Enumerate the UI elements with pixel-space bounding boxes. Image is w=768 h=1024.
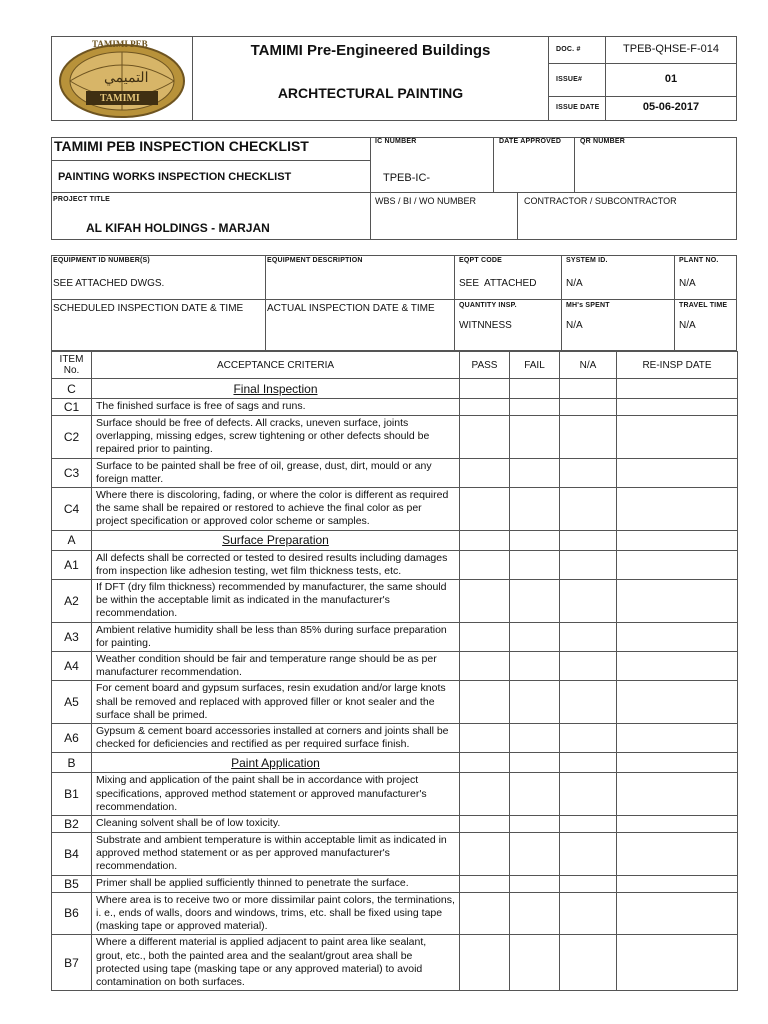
issue-value: 01 <box>664 73 678 85</box>
checklist-subtitle: PAINTING WORKS INSPECTION CHECKLIST <box>58 171 292 183</box>
table-row <box>52 622 738 651</box>
reinsp-date-cell[interactable] <box>617 580 738 623</box>
item-code: C1 <box>52 399 92 416</box>
section-title: Surface Preparation <box>92 530 460 550</box>
section-blank-cell <box>617 379 738 399</box>
acceptance-criteria: Substrate and ambient temperature is within acceptable limit as indicated in approved method statement or as per approved manufacturer's recommendation. <box>92 833 460 876</box>
logo-top-text: TAMIMI PEB <box>92 39 148 49</box>
date-approved-label: DATE APPROVED <box>499 138 562 145</box>
reinsp-date-cell[interactable] <box>617 488 738 531</box>
reinsp-date-cell[interactable] <box>617 681 738 724</box>
section-blank-cell <box>617 753 738 773</box>
table-row <box>52 399 738 416</box>
pass-cell[interactable] <box>460 622 510 651</box>
section-blank-cell <box>460 530 510 550</box>
fail-cell[interactable] <box>510 724 560 753</box>
qr-number-cell <box>574 137 737 193</box>
reinsp-date-cell[interactable] <box>617 724 738 753</box>
pass-cell[interactable] <box>460 399 510 416</box>
eq-id-label: EQUIPMENT ID NUMBER(S) <box>53 257 150 264</box>
mh-value: N/A <box>566 320 583 331</box>
fail-cell[interactable] <box>510 773 560 816</box>
na-cell[interactable] <box>560 622 617 651</box>
na-cell[interactable] <box>560 892 617 935</box>
na-cell[interactable] <box>560 833 617 876</box>
document-title: ARCHTECTURAL PAINTING <box>277 85 464 101</box>
table-header-row <box>52 352 738 379</box>
fail-cell[interactable] <box>510 399 560 416</box>
pass-cell[interactable] <box>460 416 510 459</box>
acceptance-criteria: Ambient relative humidity shall be less than 85% during surface preparation for painting. <box>92 622 460 651</box>
col-item-header: ITEM No. <box>52 352 92 379</box>
section-title: Final Inspection <box>92 379 460 399</box>
col-na-header: N/A <box>560 352 617 379</box>
section-blank-cell <box>510 530 560 550</box>
section-blank-cell <box>560 753 617 773</box>
table-row <box>52 458 738 487</box>
reinsp-date-cell[interactable] <box>617 416 738 459</box>
pass-cell[interactable] <box>460 816 510 833</box>
section-title: Paint Application <box>92 753 460 773</box>
section-blank-cell <box>560 379 617 399</box>
section-blank-cell <box>460 753 510 773</box>
na-cell[interactable] <box>560 488 617 531</box>
fail-cell[interactable] <box>510 416 560 459</box>
na-cell[interactable] <box>560 652 617 681</box>
fail-cell[interactable] <box>510 816 560 833</box>
acceptance-criteria: Cleaning solvent shall be of low toxicity. <box>92 816 460 833</box>
fail-cell[interactable] <box>510 550 560 579</box>
fail-cell[interactable] <box>510 458 560 487</box>
section-row <box>52 753 738 773</box>
qty-value: WITNNESS <box>459 320 512 331</box>
acceptance-criteria: Primer shall be applied sufficiently thinned to penetrate the surface. <box>92 875 460 892</box>
item-code: A3 <box>52 622 92 651</box>
section-row <box>52 530 738 550</box>
acceptance-criteria: Surface to be painted shall be free of oil, grease, dust, dirt, mould or any foreign matter. <box>92 458 460 487</box>
project-title-value: AL KIFAH HOLDINGS - MARJAN <box>86 221 270 235</box>
na-cell[interactable] <box>560 550 617 579</box>
travel-value: N/A <box>679 320 696 331</box>
reinsp-date-cell[interactable] <box>617 875 738 892</box>
section-blank-cell <box>617 530 738 550</box>
doc-no-label: DOC. # <box>556 46 581 53</box>
ic-number-cell <box>370 137 494 193</box>
pass-cell[interactable] <box>460 724 510 753</box>
eqpt-code-label: EQPT CODE <box>459 257 503 264</box>
reinsp-date-cell[interactable] <box>617 550 738 579</box>
item-code: A6 <box>52 724 92 753</box>
table-row <box>52 833 738 876</box>
acceptance-criteria: Weather condition should be fair and temperature range should be as per manufacturer recommendation. <box>92 652 460 681</box>
item-code: C3 <box>52 458 92 487</box>
acceptance-criteria: The finished surface is free of sags and runs. <box>92 399 460 416</box>
qr-number-label: QR NUMBER <box>580 138 625 145</box>
table-row <box>52 935 738 991</box>
pass-cell[interactable] <box>460 875 510 892</box>
contractor-label: CONTRACTOR / SUBCONTRACTOR <box>524 196 677 206</box>
logo-bottom-text: TAMIMI <box>100 93 140 104</box>
checklist-title: TAMIMI PEB INSPECTION CHECKLIST <box>54 138 309 154</box>
reinsp-date-cell[interactable] <box>617 652 738 681</box>
pass-cell[interactable] <box>460 550 510 579</box>
table-row <box>52 580 738 623</box>
item-code: C2 <box>52 416 92 459</box>
item-code: A4 <box>52 652 92 681</box>
col-reinsp-header: RE-INSP DATE <box>617 352 738 379</box>
section-blank-cell <box>560 530 617 550</box>
acceptance-criteria: Gypsum & cement board accessories installed at corners and joints shall be checked for deficiencies and rectified as per required surface finish. <box>92 724 460 753</box>
table-row <box>52 681 738 724</box>
na-cell[interactable] <box>560 458 617 487</box>
item-code: B6 <box>52 892 92 935</box>
fail-cell[interactable] <box>510 892 560 935</box>
pass-cell[interactable] <box>460 458 510 487</box>
sched-label: SCHEDULED INSPECTION DATE & TIME <box>53 303 244 314</box>
reinsp-date-cell[interactable] <box>617 816 738 833</box>
na-cell[interactable] <box>560 399 617 416</box>
fail-cell[interactable] <box>510 833 560 876</box>
pass-cell[interactable] <box>460 833 510 876</box>
fail-cell[interactable] <box>510 580 560 623</box>
acceptance-criteria: All defects shall be corrected or tested to desired results including damages from inspection like adhesion testing, wet film thickness tests, etc. <box>92 550 460 579</box>
logo-arabic-mark: التميمي <box>104 69 149 85</box>
section-code: B <box>52 753 92 773</box>
ic-number-label: IC NUMBER <box>375 138 417 145</box>
na-cell[interactable] <box>560 935 617 991</box>
item-code: B1 <box>52 773 92 816</box>
reinsp-date-cell[interactable] <box>617 935 738 991</box>
na-cell[interactable] <box>560 580 617 623</box>
acceptance-criteria: Where area is to receive two or more dissimilar paint colors, the terminations, i. e., ends of walls, doors and windows, trims, etc. shall be fixed using tape (masking tape or approved material). <box>92 892 460 935</box>
pass-cell[interactable] <box>460 488 510 531</box>
acceptance-criteria: Where there is discoloring, fading, or where the color is different as required the same shall be repaired or restored to achieve the final color as per project specification or approved color scheme or samples. <box>92 488 460 531</box>
qty-label: QUANTITY INSP. <box>459 302 517 309</box>
table-row <box>52 892 738 935</box>
fail-cell[interactable] <box>510 935 560 991</box>
travel-label: TRAVEL TIME <box>679 302 728 309</box>
table-row <box>52 724 738 753</box>
mh-label: MH's SPENT <box>566 302 610 309</box>
section-blank-cell <box>510 379 560 399</box>
item-code: B5 <box>52 875 92 892</box>
col-criteria-header: ACCEPTANCE CRITERIA <box>92 352 460 379</box>
table-row <box>52 773 738 816</box>
table-row <box>52 488 738 531</box>
acceptance-criteria: If DFT (dry film thickness) recommended by manufacturer, the same should be within the acceptable limit as indicated in the manufacturer's recommendation. <box>92 580 460 623</box>
col-fail-header: FAIL <box>510 352 560 379</box>
fail-cell[interactable] <box>510 622 560 651</box>
table-row <box>52 816 738 833</box>
table-row <box>52 416 738 459</box>
acceptance-criteria: For cement board and gypsum surfaces, resin exudation and/or large knots shall be removed and replaced with approved filler or knot sealer and the surface shall be primed. <box>92 681 460 724</box>
pass-cell[interactable] <box>460 773 510 816</box>
pass-cell[interactable] <box>460 681 510 724</box>
section-row <box>52 379 738 399</box>
col-pass-header: PASS <box>460 352 510 379</box>
pass-cell[interactable] <box>460 652 510 681</box>
na-cell[interactable] <box>560 773 617 816</box>
actual-label: ACTUAL INSPECTION DATE & TIME <box>267 303 435 314</box>
pass-cell[interactable] <box>460 935 510 991</box>
acceptance-criteria: Surface should be free of defects. All cracks, uneven surface, joints overlapping, missing edges, screw tightening or other defects should be repaired prior to painting. <box>92 416 460 459</box>
item-code: A2 <box>52 580 92 623</box>
table-row <box>52 652 738 681</box>
acceptance-criteria: Where a different material is applied adjacent to paint area like sealant, grout, etc., both the painted area and the sealant/grout area shall be protected using tape (masking tape or any approved material) to avoid contamination on both surfaces. <box>92 935 460 991</box>
pass-cell[interactable] <box>460 580 510 623</box>
system-id-value: N/A <box>566 278 583 289</box>
issue-date-value: 05-06-2017 <box>642 101 700 113</box>
reinsp-date-cell[interactable] <box>617 773 738 816</box>
item-code: A1 <box>52 550 92 579</box>
na-cell[interactable] <box>560 416 617 459</box>
reinsp-date-cell[interactable] <box>617 622 738 651</box>
doc-no-value: TPEB-QHSE-F-014 <box>623 43 719 55</box>
eq-id-value: SEE ATTACHED DWGS. <box>53 278 165 289</box>
issue-date-label: ISSUE DATE <box>556 104 600 111</box>
ic-number-value: TPEB-IC- <box>383 172 431 184</box>
reinsp-date-cell[interactable] <box>617 399 738 416</box>
reinsp-date-cell[interactable] <box>617 458 738 487</box>
fail-cell[interactable] <box>510 681 560 724</box>
na-cell[interactable] <box>560 724 617 753</box>
section-code: C <box>52 379 92 399</box>
item-code: B2 <box>52 816 92 833</box>
reinsp-date-cell[interactable] <box>617 833 738 876</box>
system-id-label: SYSTEM ID. <box>566 257 608 264</box>
section-blank-cell <box>510 753 560 773</box>
company-logo <box>56 39 188 119</box>
fail-cell[interactable] <box>510 488 560 531</box>
issue-label: ISSUE# <box>556 76 583 83</box>
fail-cell[interactable] <box>510 875 560 892</box>
item-code: A5 <box>52 681 92 724</box>
plant-no-value: N/A <box>679 278 696 289</box>
company-name: TAMIMI Pre-Engineered Buildings <box>250 42 491 59</box>
item-code: B4 <box>52 833 92 876</box>
fail-cell[interactable] <box>510 652 560 681</box>
na-cell[interactable] <box>560 875 617 892</box>
na-cell[interactable] <box>560 816 617 833</box>
checklist-body <box>52 379 738 991</box>
na-cell[interactable] <box>560 681 617 724</box>
date-approved-cell <box>493 137 575 193</box>
table-row <box>52 550 738 579</box>
eq-desc-label: EQUIPMENT DESCRIPTION <box>267 257 363 264</box>
reinsp-date-cell[interactable] <box>617 892 738 935</box>
section-code: A <box>52 530 92 550</box>
pass-cell[interactable] <box>460 892 510 935</box>
table-row <box>52 875 738 892</box>
wbs-label: WBS / BI / WO NUMBER <box>375 196 477 206</box>
eqpt-code-value: SEE ATTACHED <box>459 278 537 289</box>
project-title-label: PROJECT TITLE <box>53 196 111 203</box>
acceptance-criteria: Mixing and application of the paint shall be in accordance with project specifications, approved method statement or approved manufacturer's recommendation. <box>92 773 460 816</box>
item-code: B7 <box>52 935 92 991</box>
plant-no-label: PLANT NO. <box>679 257 719 264</box>
section-blank-cell <box>460 379 510 399</box>
item-code: C4 <box>52 488 92 531</box>
checklist-table <box>51 351 738 991</box>
